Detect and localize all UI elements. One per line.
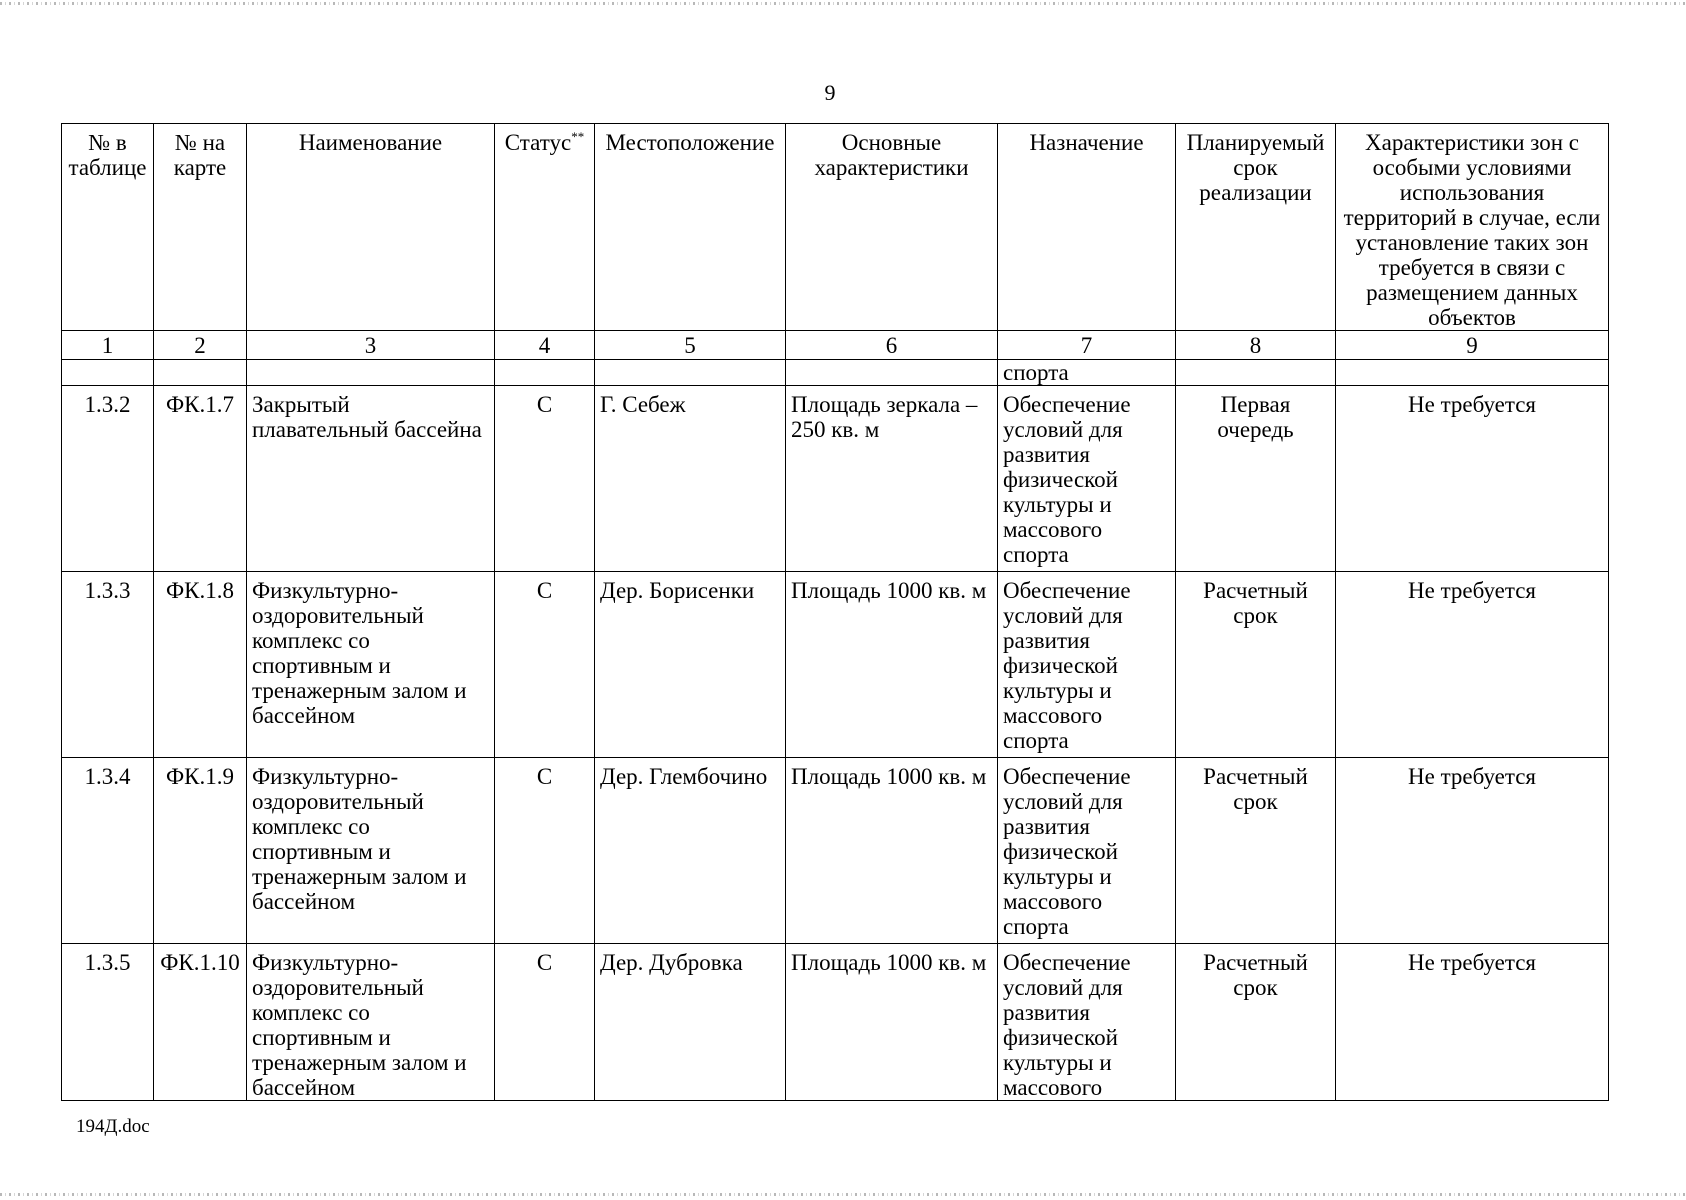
cell-term: Расчетный срок xyxy=(1176,572,1336,758)
page-number: 9 xyxy=(824,80,836,105)
cell-num: 1.3.2 xyxy=(62,386,154,572)
table-header-row xyxy=(62,124,1609,331)
header-characteristics: Основные характеристики xyxy=(786,124,998,331)
cell-num: 1.3.5 xyxy=(62,944,154,1101)
cell-map: ФК.1.7 xyxy=(154,386,247,572)
cell-num: 1.3.4 xyxy=(62,758,154,944)
cell-status: С xyxy=(495,386,595,572)
cell-purpose: Обеспечение условий для развития физической культуры и массового xyxy=(998,944,1176,1101)
cell-name: Физкультурно-оздоровительный комплекс со спортивным и тренажерным залом и бассейном xyxy=(247,758,495,944)
header-name: Наименование xyxy=(247,124,495,331)
cell-characteristics: Площадь 1000 кв. м xyxy=(786,758,998,944)
cell-map: ФК.1.9 xyxy=(154,758,247,944)
cell-status: С xyxy=(495,572,595,758)
header-num-on-map: № на карте xyxy=(154,124,247,331)
cell-map: ФК.1.10 xyxy=(154,944,247,1101)
column-number: 1 xyxy=(62,331,154,360)
cell-zones: Не требуется xyxy=(1336,386,1609,572)
cell-num: 1.3.3 xyxy=(62,572,154,758)
cell-characteristics: Площадь 1000 кв. м xyxy=(786,572,998,758)
cell-term: Расчетный срок xyxy=(1176,758,1336,944)
table-cell xyxy=(495,360,595,386)
scan-edge-bottom xyxy=(0,1193,1686,1196)
cell-purpose: Обеспечение условий для развития физической культуры и массового спорта xyxy=(998,386,1176,572)
cell-term: Первая очередь xyxy=(1176,386,1336,572)
column-number-row xyxy=(62,331,1609,360)
cell-location: Дер. Борисенки xyxy=(595,572,786,758)
column-number: 3 xyxy=(247,331,495,360)
table-row xyxy=(62,944,1609,1101)
table-cell xyxy=(62,360,154,386)
header-zones: Характеристики зон с особыми условиями использования территорий в случае, если установление таких зон требуется в связи с размещением данных объектов xyxy=(1336,124,1609,331)
column-number: 4 xyxy=(495,331,595,360)
column-number: 2 xyxy=(154,331,247,360)
header-location: Местоположение xyxy=(595,124,786,331)
cell-zones: Не требуется xyxy=(1336,758,1609,944)
cell-term: Расчетный срок xyxy=(1176,944,1336,1101)
cell-name: Физкультурно-оздоровительный комплекс со спортивным и тренажерным залом и бассейном xyxy=(247,944,495,1101)
cell-zones: Не требуется xyxy=(1336,944,1609,1101)
column-number: 8 xyxy=(1176,331,1336,360)
cell-map: ФК.1.8 xyxy=(154,572,247,758)
cell-name: Физкультурно-оздоровительный комплекс со спортивным и тренажерным залом и бассейном xyxy=(247,572,495,758)
table-row xyxy=(62,386,1609,572)
continuation-purpose: спорта xyxy=(998,360,1176,386)
cell-status: С xyxy=(495,944,595,1101)
cell-purpose: Обеспечение условий для развития физической культуры и массового спорта xyxy=(998,758,1176,944)
continuation-row xyxy=(62,360,1609,386)
cell-status: С xyxy=(495,758,595,944)
table-cell xyxy=(1176,360,1336,386)
column-number: 9 xyxy=(1336,331,1609,360)
scan-edge-top xyxy=(0,2,1686,5)
header-status xyxy=(495,124,595,331)
header-purpose: Назначение xyxy=(998,124,1176,331)
cell-location: Дер. Глембочино xyxy=(595,758,786,944)
cell-location: Г. Себеж xyxy=(595,386,786,572)
objects-table xyxy=(61,123,1609,1101)
table-row xyxy=(62,758,1609,944)
column-number: 6 xyxy=(786,331,998,360)
table-cell xyxy=(1336,360,1609,386)
status-footnote-mark: ** xyxy=(571,129,585,144)
table-cell xyxy=(154,360,247,386)
cell-location: Дер. Дубровка xyxy=(595,944,786,1101)
cell-purpose: Обеспечение условий для развития физической культуры и массового спорта xyxy=(998,572,1176,758)
column-number: 5 xyxy=(595,331,786,360)
table-row xyxy=(62,572,1609,758)
table-cell xyxy=(786,360,998,386)
header-num-in-table: № в таблице xyxy=(62,124,154,331)
header-term: Планируемый срок реализации xyxy=(1176,124,1336,331)
table-cell xyxy=(595,360,786,386)
footer-filename: 194Д.doc xyxy=(76,1116,150,1137)
cell-zones: Не требуется xyxy=(1336,572,1609,758)
cell-characteristics: Площадь зеркала – 250 кв. м xyxy=(786,386,998,572)
column-number: 7 xyxy=(998,331,1176,360)
cell-name: Закрытый плавательный бассейна xyxy=(247,386,495,572)
table-cell xyxy=(247,360,495,386)
header-status-label: Статус xyxy=(504,130,572,155)
cell-characteristics: Площадь 1000 кв. м xyxy=(786,944,998,1101)
